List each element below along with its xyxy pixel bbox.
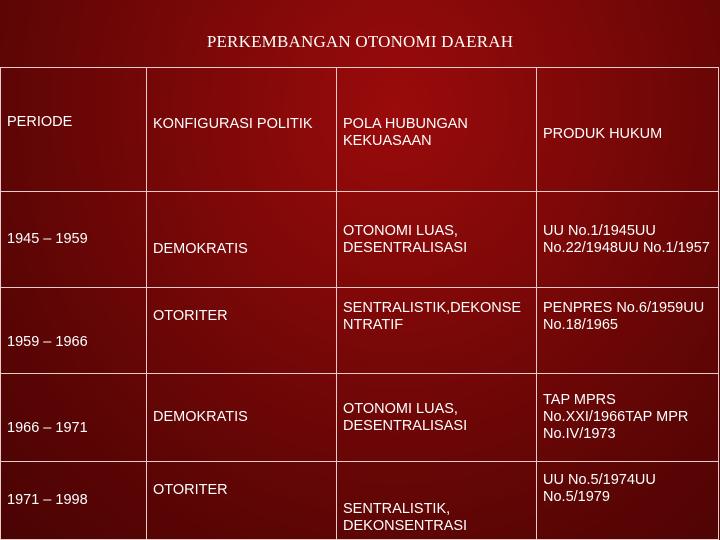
cell-periode: 1959 – 1966	[1, 288, 147, 374]
page-title: PERKEMBANGAN OTONOMI DAERAH	[206, 32, 514, 51]
cell-pola: SENTRALISTIK, DEKONSENTRASI	[337, 462, 537, 540]
table-row	[1, 462, 719, 540]
cell-konfigurasi: OTORITER	[147, 288, 337, 374]
cell-periode: 1971 – 1998	[1, 462, 147, 540]
cell-periode: 1945 – 1959	[1, 192, 147, 288]
otonomi-table	[0, 67, 719, 540]
header-periode: PERIODE	[1, 68, 147, 192]
table-row	[1, 192, 719, 288]
cell-produk: UU No.1/1945UU No.22/1948UU No.1/1957	[537, 192, 719, 288]
table-header-row	[1, 68, 719, 192]
table-row	[1, 288, 719, 374]
cell-konfigurasi: DEMOKRATIS	[147, 192, 337, 288]
cell-produk: UU No.5/1974UU No.5/1979	[537, 462, 719, 540]
cell-konfigurasi: OTORITER	[147, 462, 337, 540]
cell-pola: OTONOMI LUAS, DESENTRALISASI	[337, 192, 537, 288]
cell-produk: PENPRES No.6/1959UU No.18/1965	[537, 288, 719, 374]
header-konfigurasi: KONFIGURASI POLITIK	[147, 68, 337, 192]
table-row	[1, 374, 719, 462]
cell-periode: 1966 – 1971	[1, 374, 147, 462]
cell-konfigurasi: DEMOKRATIS	[147, 374, 337, 462]
header-pola: POLA HUBUNGAN KEKUASAAN	[337, 68, 537, 192]
cell-produk: TAP MPRS No.XXI/1966TAP MPR No.IV/1973	[537, 374, 719, 462]
cell-pola: SENTRALISTIK,DEKONSENTRATIF	[337, 288, 537, 374]
cell-pola: OTONOMI LUAS, DESENTRALISASI	[337, 374, 537, 462]
header-produk: PRODUK HUKUM	[537, 68, 719, 192]
